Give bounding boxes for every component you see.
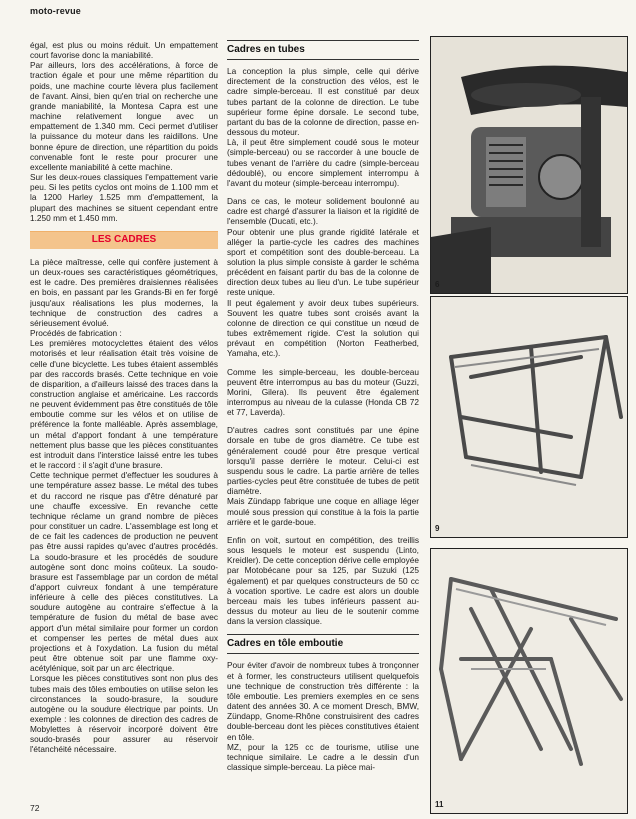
paragraph: MZ, pour la 125 cc de tourisme, utilise une technique similaire. Le cadre a le dessin d'un classique simple-berceau. La pièce mai- xyxy=(227,741,419,772)
paragraph: Pour éviter d'avoir de nombreux tubes à tronçonner et à former, les constructeurs utilisent quelquefois une technique de construction très différente : la tôle emboutie. Les premiers exemples en ce sens datent des années 30. A ce moment Dresch, BMW, Zündapp, Gnome-Rhône construisirent des cadres double-berceau dont les pièces constitutives étaient en tôle. xyxy=(227,660,419,742)
paragraph: Pour obtenir une plus grande rigidité latérale et alléger la partie-cycle les cadres des machines sport et compétition sont des double-berceau. La solution la plus simple consiste à garder le schéma précédent en faisant partir du bas de la colonne de direction deux tubes au lieu d'un. Le tube supérieur reste unique. xyxy=(227,226,419,298)
paragraph: Dans ce cas, le moteur solidement boulonné au cadre est chargé d'assurer la liaison et la rigidité de l'ensemble (Ducati, etc.). xyxy=(227,196,419,227)
paragraph: Là, il peut être simplement coudé sous le moteur (simple-berceau) ou se raccorder à une boucle de tubes venant de l'arrière du cadre (simple-berceau dédoublé), ou encore simplement interrompu à l'avant du moteur (simple-berceau interrompu). xyxy=(227,137,419,188)
frame-photo xyxy=(430,548,628,814)
paragraph: Mais Zündapp fabrique une coque en alliage léger moulé sous pression qui constitue à la fois la partie arrière et le garde-boue. xyxy=(227,496,419,527)
paragraph: égal, est plus ou moins réduit. Un empattement court favorise donc la maniabilité. xyxy=(30,40,218,61)
figure-caption: 6 xyxy=(435,280,440,289)
paragraph: Il peut également y avoir deux tubes supérieurs. Souvent les quatre tubes sont croisés avant la colonne de direction ce qui constitue un nœud de tubes extrêmement rigide. C'est la solution qui prévaut en compétition (Norton Featherbed, Yamaha, etc.). xyxy=(227,297,419,359)
text-column-2 xyxy=(227,40,419,810)
subsection-heading: Cadres en tubes xyxy=(227,40,419,60)
paragraph: La pièce maîtresse, celle qui confère justement à un deux-roues ses caractéristiques géométriques, est le cadre. Des premières draisiennes réalisées en bois, en passant par les Grands-Bi en fer forgé jusqu'aux réalisations les plus modernes, la technique de construction des cadres a sérieusement évolué. xyxy=(30,256,218,328)
double-cradle-frame-illustration xyxy=(431,297,627,537)
page-number: 72 xyxy=(30,803,40,813)
paragraph: D'autres cadres sont constitués par une épine dorsale en tube de gros diamètre. Ce tube est généralement coudé pour être presque vertical lorsqu'il passe derrière le moteur. Celui-ci est suspendu sous le cadre. La partie arrière de telles parties-cycles peut être constituée de tubes de petit diamètre. xyxy=(227,425,419,497)
magazine-header: moto-revue xyxy=(30,6,82,16)
paragraph: Par ailleurs, lors des accélérations, à force de traction égale et pour une même répartition du poids, une machine courte lèvera plus facilement de l'avant. Ainsi, bien qu'en trial on recherche une grande maniabilité, la Montesa Capra est une machine relativement longue avec un empattement de 1.340 mm. Ceci permet d'utiliser la puissance du moteur dans les raidillons. Une bonne épure de direction, une répartition du poids convenable font le reste pour procurer une excellente maniabilité à cette machine. xyxy=(30,60,218,172)
frame-photo xyxy=(430,296,628,538)
paragraph: Enfin on voit, surtout en compétition, des treillis sous lesquels le moteur est suspendu (Linto, Kreidler). De cette conception dérive celle employée par Motobécane pour sa 125, par Suzuki (125 également) et par quelques constructeurs de 50 cc à vocation sportive. Le cadre est alors un double berceau mais les tubes inférieurs passent au-dessus du moteur au lieu de le soutenir comme dans la version classique. xyxy=(227,534,419,627)
motorcycle-engine-illustration xyxy=(431,37,627,293)
paragraph: Sur les deux-roues classiques l'empattement varie peu. Si les petits cyclos ont moins de 1.100 mm et la 1200 Harley 1.525 mm d'empattement, la plupart des machines se situent cependant entre 1.250 mm et 1.450 mm. xyxy=(30,172,218,223)
section-title: LES CADRES xyxy=(30,231,218,249)
paragraph: Les premières motocyclettes étaient des vélos motorisés et leur réalisation était très voisine de celle d'une bicyclette. Les tubes étaient assemblés par des raccords brasés. Cette technique en voie de disparition, a d'ailleurs laissé des traces dans la construction anglaise et américaine. Les raccords ne peuvent évidemment pas être constitués de tôle emboutie comme sur les vélos et on utilise de préférence la fonte malléable. Après assemblage, un métal d'apport fondant à une température nettement plus basse que les pièces constituantes est introduit dans l'interstice laissé entre les tubes et le raccord : il s'agit d'une brasure. xyxy=(30,338,218,471)
paragraph: Procédés de fabrication : xyxy=(30,328,122,339)
subsection-heading: Cadres en tôle emboutie xyxy=(227,634,419,654)
figure-caption: 11 xyxy=(435,800,444,809)
paragraph: Cette technique permet d'effectuer les soudures à une température assez basse. Le métal des tubes et du raccord ne risque pas d'être dénaturé par une chauffe excessive. En revanche cette technique réclame un grand nombre de pièces pour constituer un cadre. L'assemblage est long et de ce fait les cadences de production ne peuvent pas être aussi rapides qu'avec d'autres procédés. La soudo-brasure et les procédés de soudure autogène sont donc moins coûteux. La soudo-brasure est l'assemblage par un cordon de métal d'apport cuivreux fondant à une température inférieure à celle des pièces constitutives. La soudure autogène au contraire s'effectue à la température de fusion du métal de base avec apport d'un métal similaire pour former un cordon et compenser les pertes de métal dues aux projections et à l'oxydation. La fusion du métal peut être obtenue soit par une flamme oxy-acétylénique, soit par un arc électrique. xyxy=(30,470,218,674)
motorcycle-photo xyxy=(430,36,628,294)
paragraph: Lorsque les pièces constitutives sont non plus des tubes mais des tôles embouties on utilise selon les circonstances la soudo-brasure, la soudure autogène ou la soudure électrique par points. Un exemple : les colonnes de direction des cadres de Mobylettes à réservoir incorporé doivent être soudo-brasés pour assurer au réservoir l'étanchéité nécessaire. xyxy=(30,673,218,755)
figure-caption: 9 xyxy=(435,524,440,533)
paragraph: Comme les simple-berceau, les double-berceau peuvent être interrompus au bas du moteur (Guzzi, Morini, Gilera). Ils peuvent être également interrompus au niveau de la culasse (Honda CB 72 et 77, Laverda). xyxy=(227,366,419,418)
paragraph: La conception la plus simple, celle qui dérive directement de la construction des vélos, est le cadre simple-berceau. Il est constitué par deux tubes partant de la colonne de direction. Le tube supérieur forme épine dorsale. Le second tube, partant du bas de la colonne de direction, passe en-dessous du moteur. xyxy=(227,66,419,138)
trellis-frame-illustration xyxy=(431,549,627,813)
text-column-1 xyxy=(30,40,218,810)
